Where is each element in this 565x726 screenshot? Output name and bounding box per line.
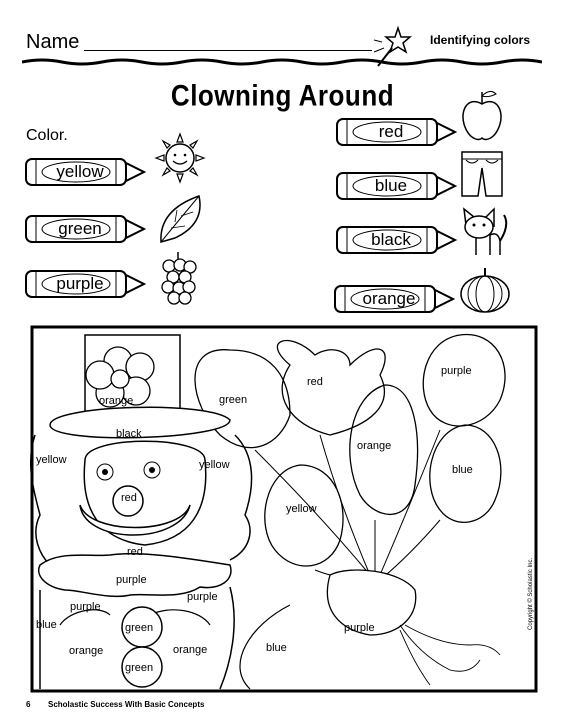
label-collar: purple [116, 574, 147, 586]
label-mouth: red [127, 546, 143, 558]
crayon-label-red: red [378, 122, 404, 141]
label-ruffle-right: purple [187, 591, 218, 603]
label-balloon-orange: orange [357, 440, 392, 452]
label-sleeve: blue [36, 619, 57, 631]
leaf-icon [155, 190, 207, 248]
sun-icon [152, 130, 208, 186]
label-suit-left: orange [69, 645, 104, 657]
label-nose: red [121, 492, 137, 504]
crayon-label-green: green [58, 219, 102, 238]
page-number: 6 [26, 700, 31, 709]
label-hat: black [116, 428, 142, 440]
page-title: Clowning Around [170, 77, 395, 113]
label-suit-right: orange [173, 644, 208, 656]
crayon-label-purple: purple [56, 274, 104, 293]
label-glove: purple [344, 622, 375, 634]
label-button-bottom: green [125, 662, 154, 674]
name-line [84, 50, 372, 51]
crayon-label-black: black [371, 230, 411, 249]
instruction: Color. [26, 127, 68, 144]
book-title: Scholastic Success With Basic Concepts [48, 700, 205, 709]
label-balloon-leaf: green [219, 394, 248, 406]
topic-label: Identifying colors [430, 33, 531, 47]
label-hair-left: yellow [36, 454, 67, 466]
crayon-label-blue: blue [374, 176, 408, 195]
pants-icon [458, 148, 506, 200]
crayon-label-yellow: yellow [56, 162, 104, 181]
label-flower: orange [99, 395, 134, 407]
grapes-icon [158, 250, 198, 308]
crayon-label-orange: orange [362, 289, 416, 308]
label-button-top: green [125, 622, 154, 634]
label-balloon-yellow: yellow [286, 503, 317, 515]
label-balloon-blue: blue [452, 464, 473, 476]
copyright: Copyright © Scholastic Inc. [528, 557, 534, 630]
label-balloon-purple: purple [441, 365, 472, 377]
label-balloon-bear: red [307, 376, 323, 388]
label-body: blue [266, 642, 287, 654]
pumpkin-icon [458, 262, 512, 314]
header-divider [22, 56, 542, 68]
cat-icon [460, 205, 512, 263]
clown-scene [30, 325, 538, 693]
name-label: Name [26, 31, 80, 53]
label-hair-right: yellow [199, 459, 230, 471]
apple-icon [458, 86, 506, 146]
label-ruffle-left: purple [70, 601, 101, 613]
